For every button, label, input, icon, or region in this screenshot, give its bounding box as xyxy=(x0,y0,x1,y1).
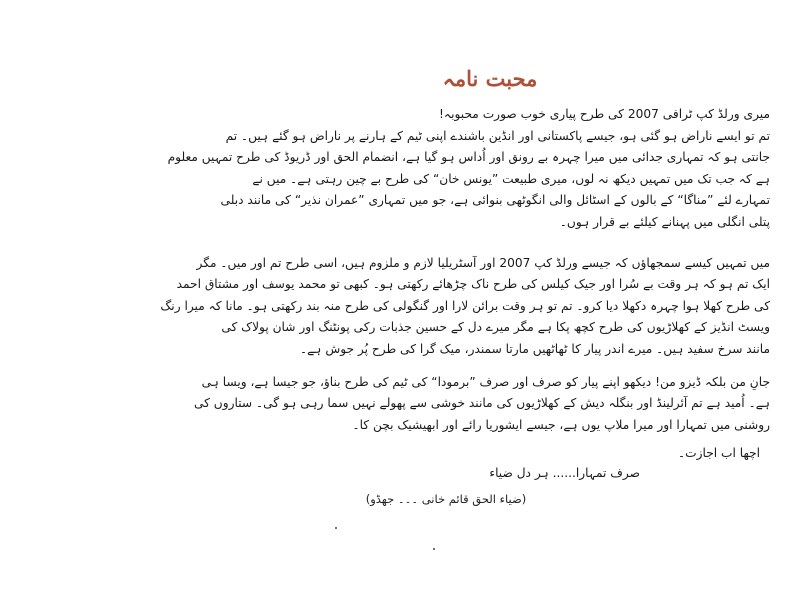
text-line: ہے کہ جب تک میں تمہیں دیکھ نہ لوں، میری طبیعت ”یونس خان“ کی طرح بے چین رہتی ہے۔ میں نے xyxy=(252,171,770,186)
text-line: تمہارے لئے ”مناگا“ کے بالوں کے اسٹائل والی انگوٹھی بنوائی ہے، جو میں تمہاری ”عمران نذیر“ کی مانند دبلی xyxy=(220,193,770,208)
text-line: روشنی میں تمہارا اور میرا ملاپ یوں ہے، جیسے ایشوریا رائے اور ابھیشیک بچن کا۔ xyxy=(352,417,770,432)
text-line: تم تو ایسے ناراض ہو گئی ہو، جیسے پاکستانی اور انڈین باشندے اپنی ٹیم کے ہارنے پر ناراض ہو گئے ہیں۔ تم xyxy=(225,129,770,143)
text-line: جانتی ہو کہ تمہاری جدائی میں میرا چہرہ بے رونق اور اُداس ہو گیا ہے، انضمام الحق اور ڈریوڈ کی طرح تمہیں معلوم xyxy=(167,150,770,165)
paragraph-3 xyxy=(193,372,770,436)
text-line: کی طرح کھلا ہوا چہرہ دکھلا دیا کرو۔ تم تو ہر وقت برائن لارا اور گنگولی کی طرح منہ بند رکھتی ہو۔ مانا کہ میرا رنگ xyxy=(160,298,770,313)
paragraph-2 xyxy=(160,253,770,360)
text-line: ہے۔ اُمید ہے تم آئرلینڈ اور بنگلہ دیش کے کھلاڑیوں کی مانند خوشی سے پھولے نہیں سما رہی ہو گی۔ ستاروں کی xyxy=(193,396,770,411)
scan-speck xyxy=(433,548,435,550)
scan-speck xyxy=(335,527,337,529)
salutation-line: میری ورلڈ کپ ٹرافی 2007 کی طرح پیاری خوب صورت محبوبہ! xyxy=(439,107,770,121)
author-credit: (ضیاء الحق قائم خانی ۔۔۔ جھڈو) xyxy=(365,492,527,506)
text-line: ویسٹ انڈیز کے کھلاڑیوں کی طرح کچھ پکا ہے مگر میرے دل کے حسین جذبات رکی پونٹنگ اور شان پولاک کی xyxy=(221,320,770,335)
text-line: میں تمہیں کیسے سمجھاؤں کہ جیسے ورلڈ کپ 2007 اور آسٹریلیا لازم و ملزوم ہیں، اسی طرح تم اور میں۔ مگر xyxy=(196,256,770,270)
article-title: محبت نامہ xyxy=(442,66,538,91)
text-line: مانند سرخ سفید ہیں۔ میرے اندر پیار کا ٹھاٹھیں مارتا سمندر، میک گرا کی طرح پُر جوش ہے۔ xyxy=(300,341,770,356)
text-line: جانِ من بلکہ ڈیزو من! دیکھو اپنے پیار کو صرف اور صرف ”برمودا“ کی ٹیم کی طرح بناؤ، جو جیسا ہے، ویسا ہی xyxy=(201,375,770,389)
text-line: پتلی انگلی میں پہنانے کیلئے بے قرار ہوں۔ xyxy=(559,214,770,229)
paragraph-1 xyxy=(167,126,770,233)
salutation xyxy=(330,104,770,125)
text-line: ایک تم ہو کہ ہر وقت بے سُرا اور جیک کیلس کی طرح ناک چڑھائے رکھتی ہو۔ کبھی تو محمد یوسف اور مشتاق احمد xyxy=(176,277,770,292)
closing-signature: صرف تمہارا...... ہر دل ضیاء xyxy=(489,466,640,480)
closing-farewell: اچھا اب اجازت۔ xyxy=(678,446,760,460)
